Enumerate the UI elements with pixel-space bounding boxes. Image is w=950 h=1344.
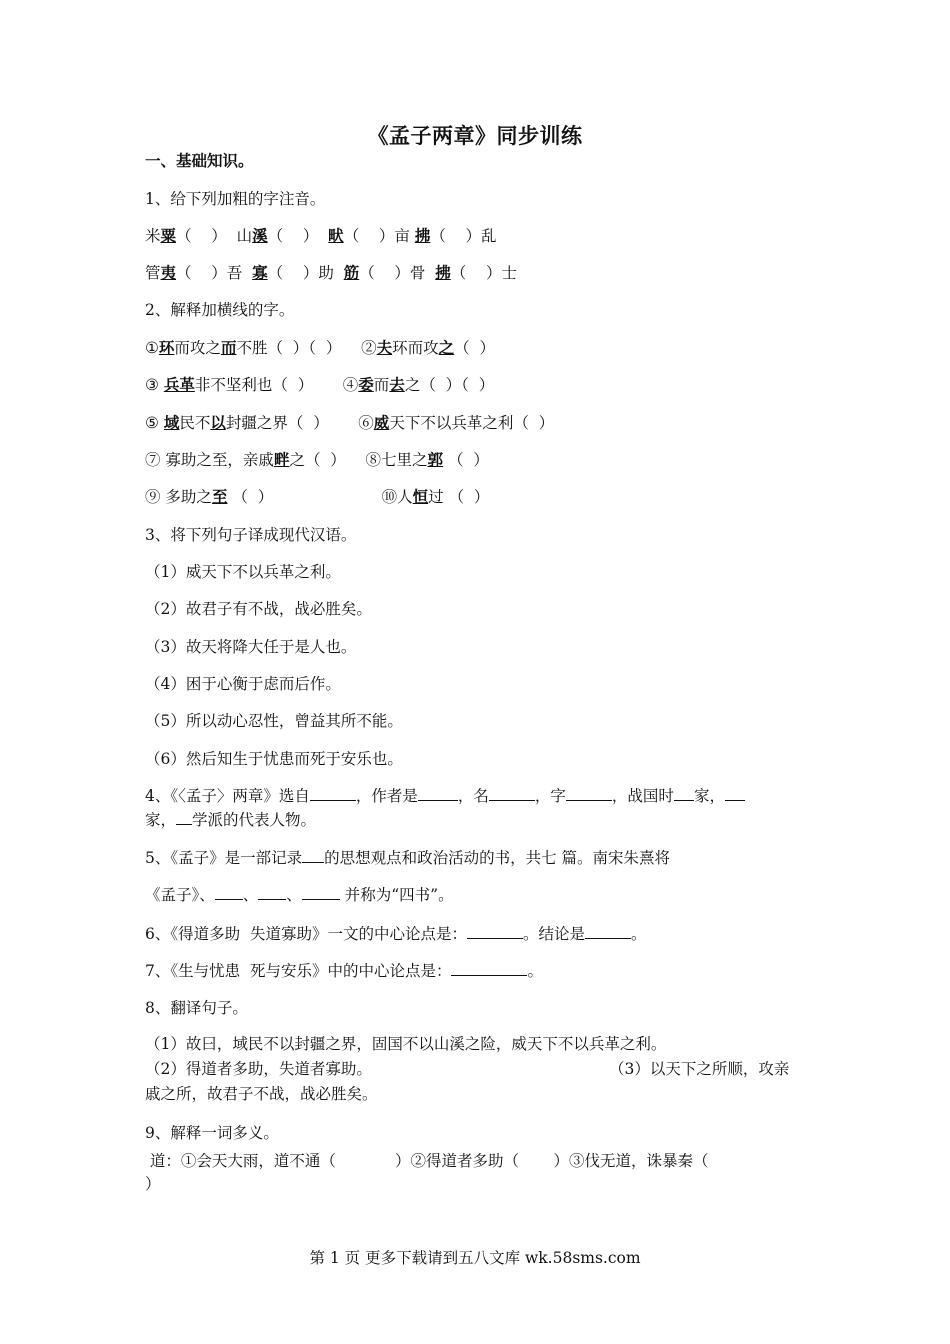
answer-blank[interactable] xyxy=(674,786,694,801)
answer-blank[interactable] xyxy=(467,924,523,939)
q8-line2b: （3）以天下之所顺，攻亲 xyxy=(609,1060,790,1078)
q8-prompt: 8、翻译句子。 xyxy=(145,999,248,1017)
q3-item: （6）然后知生于忧患而死于安乐也。 xyxy=(145,750,403,768)
answer-blank[interactable] xyxy=(451,961,527,976)
q5-line2: 《孟子》、 、 、 并称为“四书”。 xyxy=(145,886,454,904)
q9-line2: ） xyxy=(145,1175,161,1193)
answer-blank[interactable] xyxy=(302,885,340,900)
q9-prompt: 9、解释一词多义。 xyxy=(145,1124,279,1142)
q3-prompt: 3、将下列句子译成现代汉语。 xyxy=(145,526,357,544)
answer-blank[interactable] xyxy=(585,924,631,939)
q1-prompt: 1、给下列加粗的字注音。 xyxy=(145,190,326,208)
section-heading: 一、基础知识。 xyxy=(145,151,254,170)
q2-row1: ①环而攻之而不胜（ ）（ ） ②夫环而攻之（ ） xyxy=(145,338,496,357)
answer-blank[interactable] xyxy=(566,786,612,801)
q3-item: （5）所以动心忍性，曾益其所不能。 xyxy=(145,712,403,730)
q2-prompt: 2、解释加横线的字。 xyxy=(145,301,295,319)
answer-blank[interactable] xyxy=(176,810,192,825)
q3-item: （4）困于心衡于虑而后作。 xyxy=(145,675,341,693)
answer-blank[interactable] xyxy=(489,786,535,801)
q4-line2: 家， 学派的代表人物。 xyxy=(145,811,317,829)
q8-line1: （1）故曰，域民不以封疆之界，固国不以山溪之险，威天下不以兵革之利。 xyxy=(145,1035,667,1053)
q2-row5: ⑨ 多助之至 （ ） ⑩人恒过 （ ） xyxy=(145,487,490,506)
q3-item: （1）威天下不以兵革之利。 xyxy=(145,563,341,581)
q6-line: 6、《得道多助 失道寡助》一文的中心论点是： 。结论是 。 xyxy=(145,925,647,943)
q1-row2: 管夷（ ）吾 寡（ ）助 筋（ ）骨 拂（ ）士 xyxy=(145,263,517,282)
answer-blank[interactable] xyxy=(310,786,356,801)
page-footer: 第 1 页 更多下载请到五八文库 wk.58sms.com xyxy=(309,1249,641,1267)
answer-blank[interactable] xyxy=(725,786,745,801)
q1-row1: 米粟（ ） 山溪（ ） 畎（ ）亩 拂（ ）乱 xyxy=(145,226,497,245)
q8-line3: 戚之所，故君子不战，战必胜矣。 xyxy=(145,1085,378,1103)
page-title: 《孟子两章》同步训练 xyxy=(367,123,583,148)
q3-item: （2）故君子有不战，战必胜矣。 xyxy=(145,600,372,618)
q7-line: 7、《生与忧患 死与安乐》中的中心论点是： 。 xyxy=(145,962,543,980)
q8-line2a: （2）得道者多助，失道者寡助。 xyxy=(145,1060,372,1078)
q9-line1: 道：①会天大雨，道不通（ ）②得道者多助（ ）③伐无道，诛暴秦（ xyxy=(145,1152,709,1170)
q4-line1: 4、《〈孟子〉两章》选自 ，作者是 ，名 ，字 ，战国时 家， xyxy=(145,786,745,806)
q3-item: （3）故天将降大任于是人也。 xyxy=(145,638,357,656)
q2-row4: ⑦ 寡助之至，亲戚畔之（ ） ⑧七里之郭 （ ） xyxy=(145,450,489,469)
answer-blank[interactable] xyxy=(418,786,458,801)
q2-row2: ③ 兵革非不坚利也（ ） ④委而去之（ ）（ ） xyxy=(145,375,495,394)
q2-row3: ⑤ 域民不以封疆之界（ ） ⑥威天下不以兵革之利（ ） xyxy=(145,413,555,432)
q5-line1: 5、《孟子》是一部记录 的思想观点和政治活动的书，共七 篇。南宋朱熹将 xyxy=(145,849,671,867)
answer-blank[interactable] xyxy=(302,848,324,863)
answer-blank[interactable] xyxy=(258,885,286,900)
answer-blank[interactable] xyxy=(215,885,243,900)
